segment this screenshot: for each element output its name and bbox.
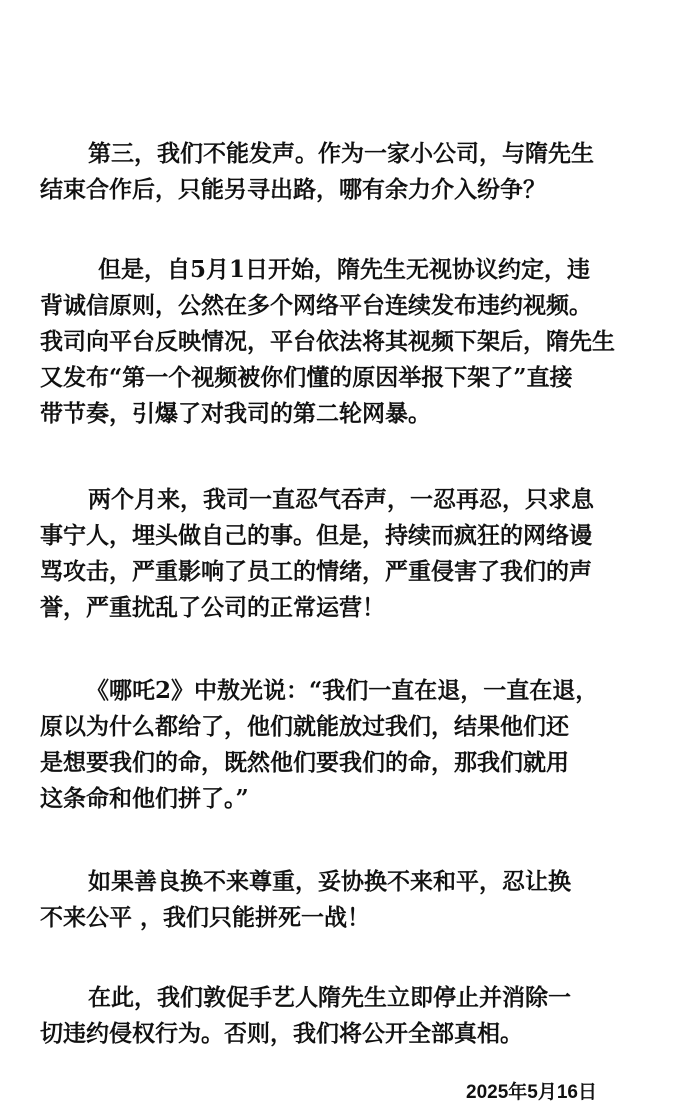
text-line: 又发布“第一个视频被你们懂的原因举报下架了”直接	[40, 364, 573, 391]
text-line: 结束合作后，只能另寻出路，哪有余力介入纷争？	[40, 176, 546, 203]
paragraph-demand	[40, 980, 660, 1052]
text-line: 但是，自5月1日开始，隋先生无视协议约定，违	[98, 256, 591, 283]
paragraph-nezha-quote	[40, 673, 660, 817]
text-line: 是想要我们的命，既然他们要我们的命，那我们就用	[40, 749, 569, 776]
paragraph-violation	[40, 252, 660, 432]
text-line: 誉，严重扰乱了公司的正常运营！	[40, 594, 385, 621]
text-line: 不来公平 ，我们只能拼死一战！	[40, 904, 371, 931]
paragraph-point-three	[40, 136, 660, 208]
text-line: 背诚信原则，公然在多个网络平台连续发布违约视频。	[40, 292, 592, 319]
text-line: 原以为什么都给了，他们就能放过我们，结果他们还	[40, 713, 569, 740]
text-line: 《哪吒2》中敖光说：“我们一直在退，一直在退，	[86, 677, 599, 704]
text-line: 如果善良换不来尊重，妥协换不来和平，忍让换	[88, 868, 571, 895]
text-line: 切违约侵权行为。否则，我们将公开全部真相。	[40, 1020, 523, 1047]
text-line: 骂攻击，严重影响了员工的情绪，严重侵害了我们的声	[40, 558, 592, 585]
text-line: 这条命和他们拼了。”	[40, 785, 249, 812]
text-line: 在此，我们敦促手艺人隋先生立即停止并消除一	[88, 984, 571, 1011]
text-line: 我司向平台反映情况，平台依法将其视频下架后，隋先生	[40, 328, 615, 355]
text-line: 事宁人，埋头做自己的事。但是，持续而疯狂的网络谩	[40, 522, 592, 549]
paragraph-two-months	[40, 482, 660, 626]
statement-date: 2025年5月16日	[466, 1082, 597, 1103]
text-line: 第三，我们不能发声。作为一家小公司，与隋先生	[88, 140, 594, 167]
text-line: 两个月来，我司一直忍气吞声，一忍再忍，只求息	[88, 486, 594, 513]
paragraph-fight	[40, 864, 660, 936]
text-line: 带节奏，引爆了对我司的第二轮网暴。	[40, 400, 431, 427]
